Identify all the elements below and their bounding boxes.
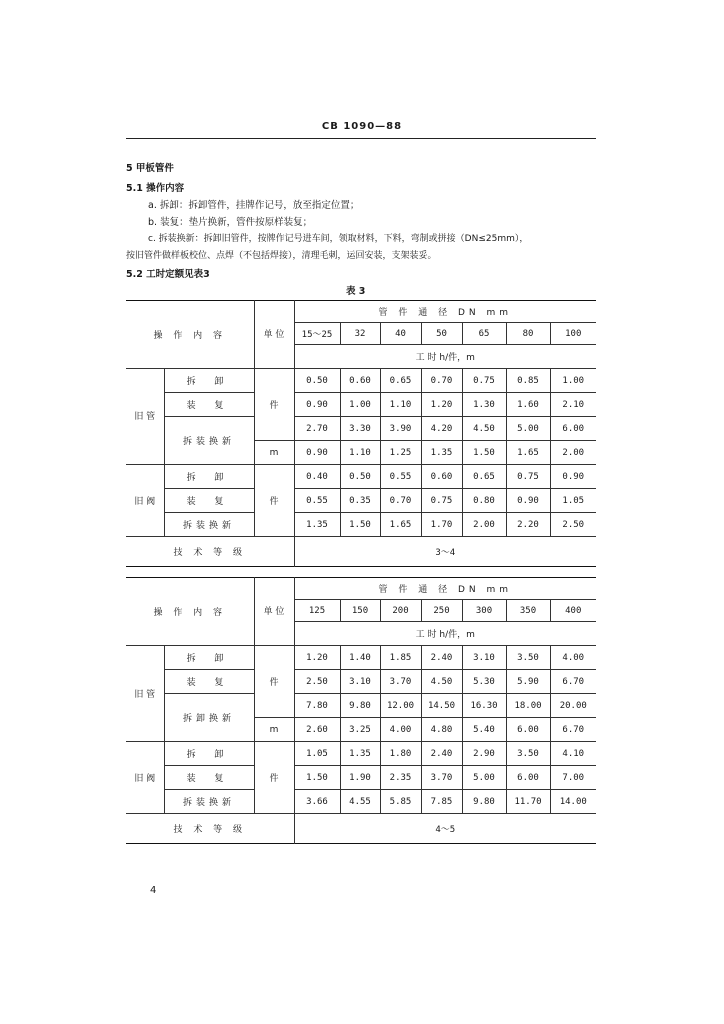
value-cell: 1.20 bbox=[421, 393, 462, 417]
value-cell: 0.55 bbox=[294, 489, 340, 513]
tech-grade-value: 4～5 bbox=[294, 814, 596, 844]
value-cell: 3.50 bbox=[506, 742, 550, 766]
value-cell: 9.80 bbox=[340, 694, 380, 718]
page-number: 4 bbox=[150, 885, 157, 896]
value-cell: 0.65 bbox=[380, 369, 421, 393]
value-cell: 1.70 bbox=[421, 513, 462, 537]
size-cell: 300 bbox=[462, 600, 506, 622]
value-cell: 2.90 bbox=[462, 742, 506, 766]
value-cell: 0.85 bbox=[506, 369, 550, 393]
value-cell: 6.00 bbox=[550, 417, 596, 441]
subsection-title-5-2: 5.2 工时定额见表3 bbox=[126, 269, 210, 280]
size-cell: 80 bbox=[506, 323, 550, 345]
value-cell: 3.70 bbox=[421, 766, 462, 790]
unit-cell: 件 bbox=[254, 742, 294, 814]
group-old-valve: 旧 阀 bbox=[126, 465, 164, 537]
tech-grade-value: 3～4 bbox=[294, 537, 596, 567]
item-a: a. 拆卸：拆卸管件，挂牌作记号，放至指定位置； bbox=[148, 200, 360, 211]
value-cell: 1.50 bbox=[340, 513, 380, 537]
value-cell: 2.00 bbox=[462, 513, 506, 537]
value-cell: 4.80 bbox=[421, 718, 462, 742]
value-cell: 4.55 bbox=[340, 790, 380, 814]
value-cell: 1.85 bbox=[380, 646, 421, 670]
value-cell: 0.70 bbox=[380, 489, 421, 513]
value-cell: 0.80 bbox=[462, 489, 506, 513]
value-cell: 1.00 bbox=[340, 393, 380, 417]
value-cell: 2.50 bbox=[550, 513, 596, 537]
size-cell: 400 bbox=[550, 600, 596, 622]
value-cell: 1.50 bbox=[294, 766, 340, 790]
size-cell: 200 bbox=[380, 600, 421, 622]
value-cell: 6.00 bbox=[506, 766, 550, 790]
value-cell: 9.80 bbox=[462, 790, 506, 814]
work-hours-table-1 bbox=[126, 300, 596, 567]
value-cell: 0.40 bbox=[294, 465, 340, 489]
value-cell: 0.50 bbox=[294, 369, 340, 393]
value-cell: 0.35 bbox=[340, 489, 380, 513]
unit-cell: 件 bbox=[254, 465, 294, 537]
value-cell: 20.00 bbox=[550, 694, 596, 718]
header-unit: 单 位 bbox=[254, 301, 294, 369]
value-cell: 4.50 bbox=[462, 417, 506, 441]
header-unit: 单 位 bbox=[254, 578, 294, 646]
value-cell: 18.00 bbox=[506, 694, 550, 718]
value-cell: 4.00 bbox=[380, 718, 421, 742]
value-cell: 2.10 bbox=[550, 393, 596, 417]
size-cell: 40 bbox=[380, 323, 421, 345]
value-cell: 4.50 bbox=[421, 670, 462, 694]
size-cell: 100 bbox=[550, 323, 596, 345]
value-cell: 2.50 bbox=[294, 670, 340, 694]
size-cell: 150 bbox=[340, 600, 380, 622]
tech-grade-label: 技 术 等 级 bbox=[126, 537, 294, 567]
value-cell: 3.70 bbox=[380, 670, 421, 694]
value-cell: 14.50 bbox=[421, 694, 462, 718]
value-cell: 2.40 bbox=[421, 646, 462, 670]
subsection-title-5-1: 5.1 操作内容 bbox=[126, 183, 185, 194]
sub-header-hours: 工 时 h/件，m bbox=[294, 622, 596, 646]
header-operation: 操 作 内 容 bbox=[126, 301, 254, 369]
operation-label: 拆装换新 bbox=[164, 417, 254, 465]
value-cell: 3.90 bbox=[380, 417, 421, 441]
value-cell: 11.70 bbox=[506, 790, 550, 814]
value-cell: 5.00 bbox=[462, 766, 506, 790]
value-cell: 4.20 bbox=[421, 417, 462, 441]
value-cell: 12.00 bbox=[380, 694, 421, 718]
value-cell: 5.00 bbox=[506, 417, 550, 441]
value-cell: 2.00 bbox=[550, 441, 596, 465]
header-diameter: 管 件 通 径 DN mm bbox=[294, 578, 596, 600]
unit-cell: m bbox=[254, 718, 294, 742]
standard-code: CB 1090—88 bbox=[321, 121, 403, 132]
value-cell: 0.50 bbox=[340, 465, 380, 489]
value-cell: 6.00 bbox=[506, 718, 550, 742]
operation-label: 拆装换新 bbox=[164, 513, 254, 537]
value-cell: 4.00 bbox=[550, 646, 596, 670]
value-cell: 4.10 bbox=[550, 742, 596, 766]
value-cell: 2.40 bbox=[421, 742, 462, 766]
sub-header-hours: 工 时 h/件，m bbox=[294, 345, 596, 369]
operation-label: 拆装换新 bbox=[164, 790, 254, 814]
value-cell: 3.25 bbox=[340, 718, 380, 742]
operation-label: 拆 卸 bbox=[164, 646, 254, 670]
size-cell: 250 bbox=[421, 600, 462, 622]
value-cell: 1.20 bbox=[294, 646, 340, 670]
header-diameter: 管 件 通 径 DN mm bbox=[294, 301, 596, 323]
value-cell: 1.35 bbox=[294, 513, 340, 537]
value-cell: 2.70 bbox=[294, 417, 340, 441]
value-cell: 3.66 bbox=[294, 790, 340, 814]
value-cell: 5.90 bbox=[506, 670, 550, 694]
operation-label: 拆 卸 bbox=[164, 742, 254, 766]
operation-label: 装 复 bbox=[164, 766, 254, 790]
value-cell: 1.10 bbox=[340, 441, 380, 465]
size-cell: 350 bbox=[506, 600, 550, 622]
value-cell: 1.60 bbox=[506, 393, 550, 417]
value-cell: 2.20 bbox=[506, 513, 550, 537]
value-cell: 0.55 bbox=[380, 465, 421, 489]
value-cell: 1.30 bbox=[462, 393, 506, 417]
unit-cell: 件 bbox=[254, 369, 294, 441]
table-caption: 表 3 bbox=[346, 286, 366, 297]
value-cell: 7.00 bbox=[550, 766, 596, 790]
value-cell: 0.65 bbox=[462, 465, 506, 489]
value-cell: 1.35 bbox=[421, 441, 462, 465]
value-cell: 0.60 bbox=[421, 465, 462, 489]
item-b: b. 装复：垫片换新，管件按原样装复； bbox=[148, 217, 313, 228]
value-cell: 14.00 bbox=[550, 790, 596, 814]
value-cell: 7.85 bbox=[421, 790, 462, 814]
operation-label: 装 复 bbox=[164, 489, 254, 513]
group-old-valve: 旧 阀 bbox=[126, 742, 164, 814]
value-cell: 5.40 bbox=[462, 718, 506, 742]
group-old-pipe: 旧 管 bbox=[126, 646, 164, 742]
tech-grade-label: 技 术 等 级 bbox=[126, 814, 294, 844]
value-cell: 6.70 bbox=[550, 718, 596, 742]
value-cell: 3.30 bbox=[340, 417, 380, 441]
value-cell: 0.75 bbox=[506, 465, 550, 489]
value-cell: 1.50 bbox=[462, 441, 506, 465]
value-cell: 6.70 bbox=[550, 670, 596, 694]
value-cell: 1.35 bbox=[340, 742, 380, 766]
value-cell: 1.40 bbox=[340, 646, 380, 670]
value-cell: 5.85 bbox=[380, 790, 421, 814]
value-cell: 2.35 bbox=[380, 766, 421, 790]
operation-label: 装 复 bbox=[164, 670, 254, 694]
group-old-pipe: 旧 管 bbox=[126, 369, 164, 465]
value-cell: 0.75 bbox=[462, 369, 506, 393]
value-cell: 1.05 bbox=[294, 742, 340, 766]
value-cell: 16.30 bbox=[462, 694, 506, 718]
size-cell: 50 bbox=[421, 323, 462, 345]
value-cell: 0.90 bbox=[550, 465, 596, 489]
size-cell: 32 bbox=[340, 323, 380, 345]
item-c: c. 拆装换新：拆卸旧管件，按牌作记号进车间，领取材料，下料，弯制或拼接（DN≤25mm）， bbox=[148, 234, 529, 244]
size-cell: 65 bbox=[462, 323, 506, 345]
unit-cell: 件 bbox=[254, 646, 294, 718]
operation-label: 装 复 bbox=[164, 393, 254, 417]
work-hours-table-2 bbox=[126, 577, 596, 844]
value-cell: 1.65 bbox=[380, 513, 421, 537]
item-c-continued: 按旧管件做样板校位、点焊（不包括焊接），清理毛刺，运回安装，支架装妥。 bbox=[126, 251, 437, 261]
value-cell: 3.10 bbox=[462, 646, 506, 670]
header-operation: 操 作 内 容 bbox=[126, 578, 254, 646]
value-cell: 0.70 bbox=[421, 369, 462, 393]
value-cell: 0.90 bbox=[294, 393, 340, 417]
value-cell: 1.10 bbox=[380, 393, 421, 417]
value-cell: 2.60 bbox=[294, 718, 340, 742]
value-cell: 0.75 bbox=[421, 489, 462, 513]
operation-label: 拆卸换新 bbox=[164, 694, 254, 742]
section-title: 5 甲板管件 bbox=[126, 163, 174, 174]
value-cell: 1.05 bbox=[550, 489, 596, 513]
value-cell: 1.65 bbox=[506, 441, 550, 465]
value-cell: 0.90 bbox=[506, 489, 550, 513]
value-cell: 0.90 bbox=[294, 441, 340, 465]
value-cell: 1.90 bbox=[340, 766, 380, 790]
value-cell: 0.60 bbox=[340, 369, 380, 393]
value-cell: 1.25 bbox=[380, 441, 421, 465]
value-cell: 3.50 bbox=[506, 646, 550, 670]
value-cell: 5.30 bbox=[462, 670, 506, 694]
value-cell: 1.00 bbox=[550, 369, 596, 393]
value-cell: 1.80 bbox=[380, 742, 421, 766]
value-cell: 7.80 bbox=[294, 694, 340, 718]
value-cell: 3.10 bbox=[340, 670, 380, 694]
operation-label: 拆 卸 bbox=[164, 369, 254, 393]
size-cell: 15～25 bbox=[294, 323, 340, 345]
size-cell: 125 bbox=[294, 600, 340, 622]
operation-label: 拆 卸 bbox=[164, 465, 254, 489]
unit-cell: m bbox=[254, 441, 294, 465]
